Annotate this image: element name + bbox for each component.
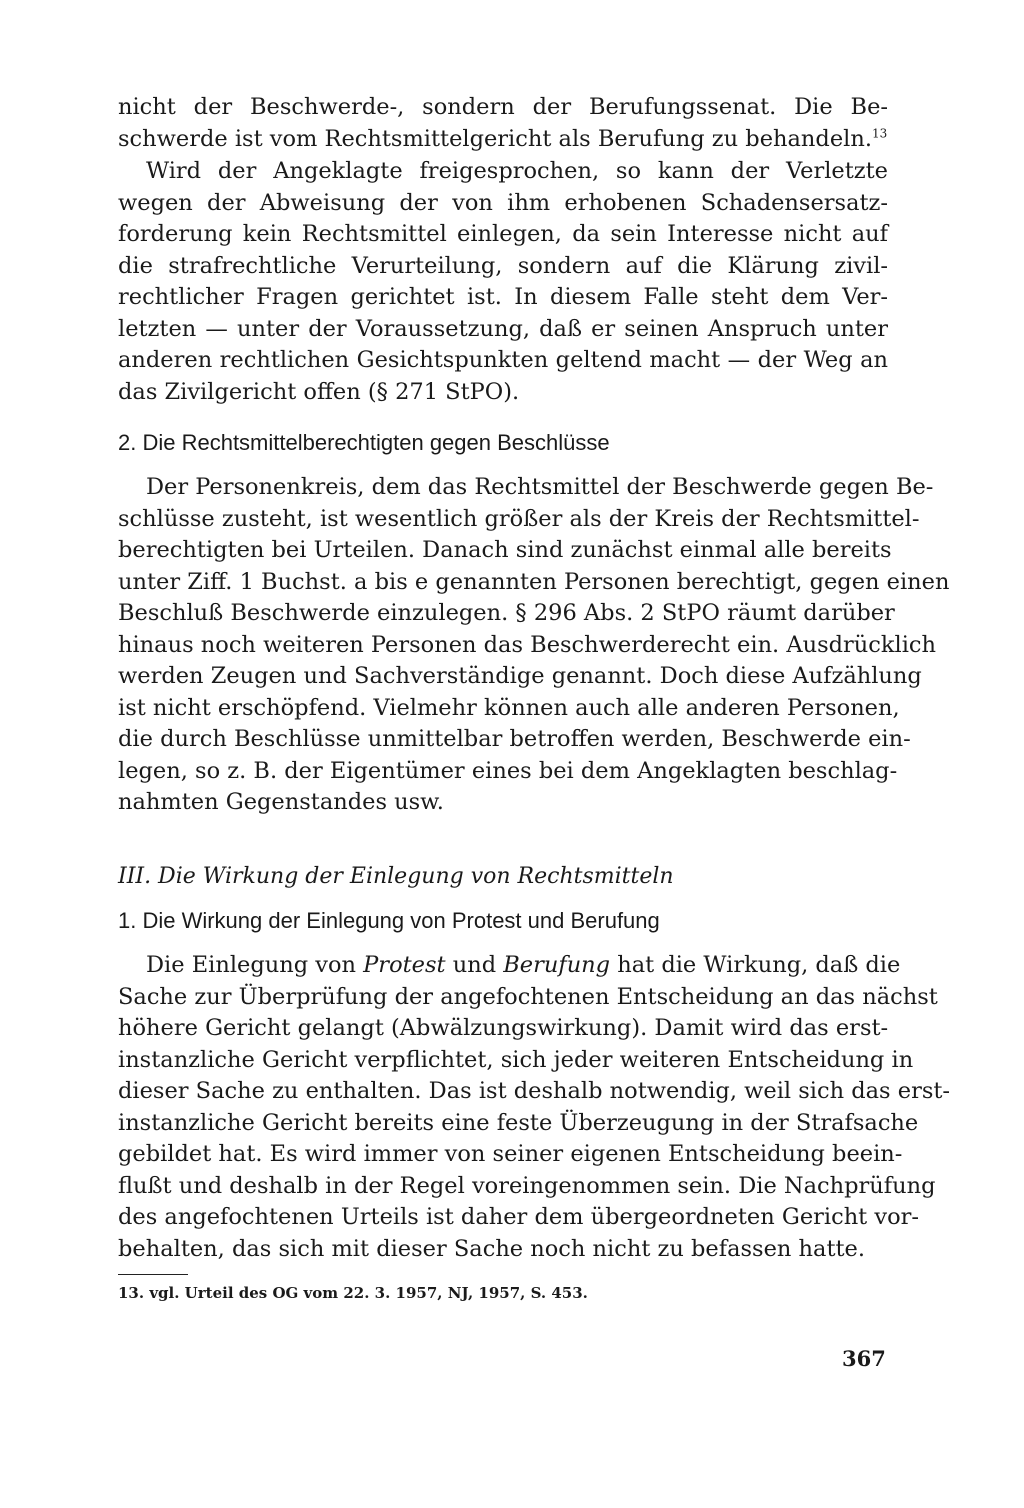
text-line: die durch Beschlüsse unmittelbar betroffen werden, Beschwerde ein- [118, 726, 911, 752]
footnote-rule [118, 1274, 188, 1275]
text-line: schlüsse zusteht, ist wesentlich größer als der Kreis der Rechtsmittel- [118, 505, 920, 532]
page-number: 367 [842, 1346, 886, 1371]
text-line: flußt und deshalb in der Regel voreingenommen sein. Die Nachprüfung [118, 1172, 936, 1199]
text-line: legen, so z. B. der Eigentümer eines bei dem Angeklagten beschlag- [118, 757, 898, 784]
text-line: forderung kein Rechtsmittel einlegen, da sein Interesse nicht auf [118, 221, 888, 247]
text-line: behalten, das sich mit dieser Sache noch nicht zu befassen hatte. [118, 1235, 865, 1262]
text-line: unter Ziff. 1 Buchst. a bis e genannten Personen berechtigt, gegen einen [118, 568, 950, 595]
text-run: hat die Wirkung, daß die [610, 952, 901, 978]
footnote: 13. vgl. Urteil des OG vom 22. 3. 1957, NJ, 1957, S. 453. [118, 1284, 588, 1302]
text-line [118, 124, 888, 156]
paragraph-1 [118, 92, 888, 155]
footnote-reference: 13 [871, 126, 888, 140]
text-line: des angefochtenen Urteils ist daher dem übergeordneten Gericht vor- [118, 1204, 919, 1230]
text-line: nicht der Beschwerde-, sondern der Berufungssenat. Die Be- [118, 94, 888, 120]
text-line-content: schwerde ist vom Rechtsmittelgericht als Berufung zu behandeln. [118, 125, 872, 152]
text-line: Der Personenkreis, dem das Rechtsmittel der Beschwerde gegen Be- [146, 474, 934, 500]
text-line: rechtlicher Fragen gerichtet ist. In diesem Falle steht dem Ver- [118, 284, 888, 310]
text-line: ist nicht erschöpfend. Vielmehr können auch alle anderen Personen, [118, 694, 900, 721]
text-line: die strafrechtliche Verurteilung, sondern auf die Klärung zivil- [118, 252, 888, 279]
text-line: werden Zeugen und Sachverständige genannt. Doch diese Aufzählung [118, 663, 922, 689]
text-line: dieser Sache zu enthalten. Das ist deshalb notwendig, weil sich das erst- [118, 1078, 951, 1104]
text-line: höhere Gericht gelangt (Abwälzungswirkung). Damit wird das erst- [118, 1015, 889, 1041]
paragraph-3 [118, 472, 950, 819]
paragraph-4 [118, 950, 951, 1265]
text-line: instanzliche Gericht verpflichtet, sich jeder weiteren Entscheidung in [118, 1046, 914, 1073]
text-line: letzten — unter der Voraussetzung, daß er seinen Anspruch unter [118, 315, 888, 342]
text-line: instanzliche Gericht bereits eine feste Überzeugung in der Strafsache [118, 1109, 919, 1136]
emphasis-protest: Protest [363, 952, 446, 978]
subsection-heading-2: 2. Die Rechtsmittelberechtigten gegen Beschlüsse [118, 430, 610, 455]
section-heading-3: III. Die Wirkung der Einlegung von Rechtsmitteln [118, 864, 674, 889]
text-line: hinaus noch weiteren Personen das Beschwerderecht ein. Ausdrücklich [118, 631, 937, 658]
text-line: berechtigten bei Urteilen. Danach sind zunächst einmal alle bereits [118, 537, 892, 563]
text-line: nahmten Gegenstandes usw. [118, 789, 444, 815]
text-line: Sache zur Überprüfung der angefochtenen Entscheidung an das nächst [118, 983, 938, 1010]
text-line: Beschluß Beschwerde einzulegen. § 296 Abs. 2 StPO räumt darüber [118, 600, 895, 626]
subsection-heading-1: 1. Die Wirkung der Einlegung von Protest und Berufung [118, 908, 660, 933]
text-line [118, 950, 901, 982]
text-run: und [445, 952, 504, 978]
text-run: Die Einlegung von [146, 952, 364, 978]
emphasis-berufung: Berufung [503, 952, 611, 978]
text-line: wegen der Abweisung der von ihm erhobenen Schadensersatz- [118, 189, 888, 216]
text-line: Wird der Angeklagte freigesprochen, so kann der Verletzte [146, 158, 888, 184]
text-line: gebildet hat. Es wird immer von seiner eigenen Entscheidung beein- [118, 1141, 903, 1167]
text-line: anderen rechtlichen Gesichtspunkten geltend macht — der Weg an [118, 347, 888, 373]
paragraph-2 [118, 156, 888, 408]
text-line: das Zivilgericht offen (§ 271 StPO). [118, 378, 520, 405]
